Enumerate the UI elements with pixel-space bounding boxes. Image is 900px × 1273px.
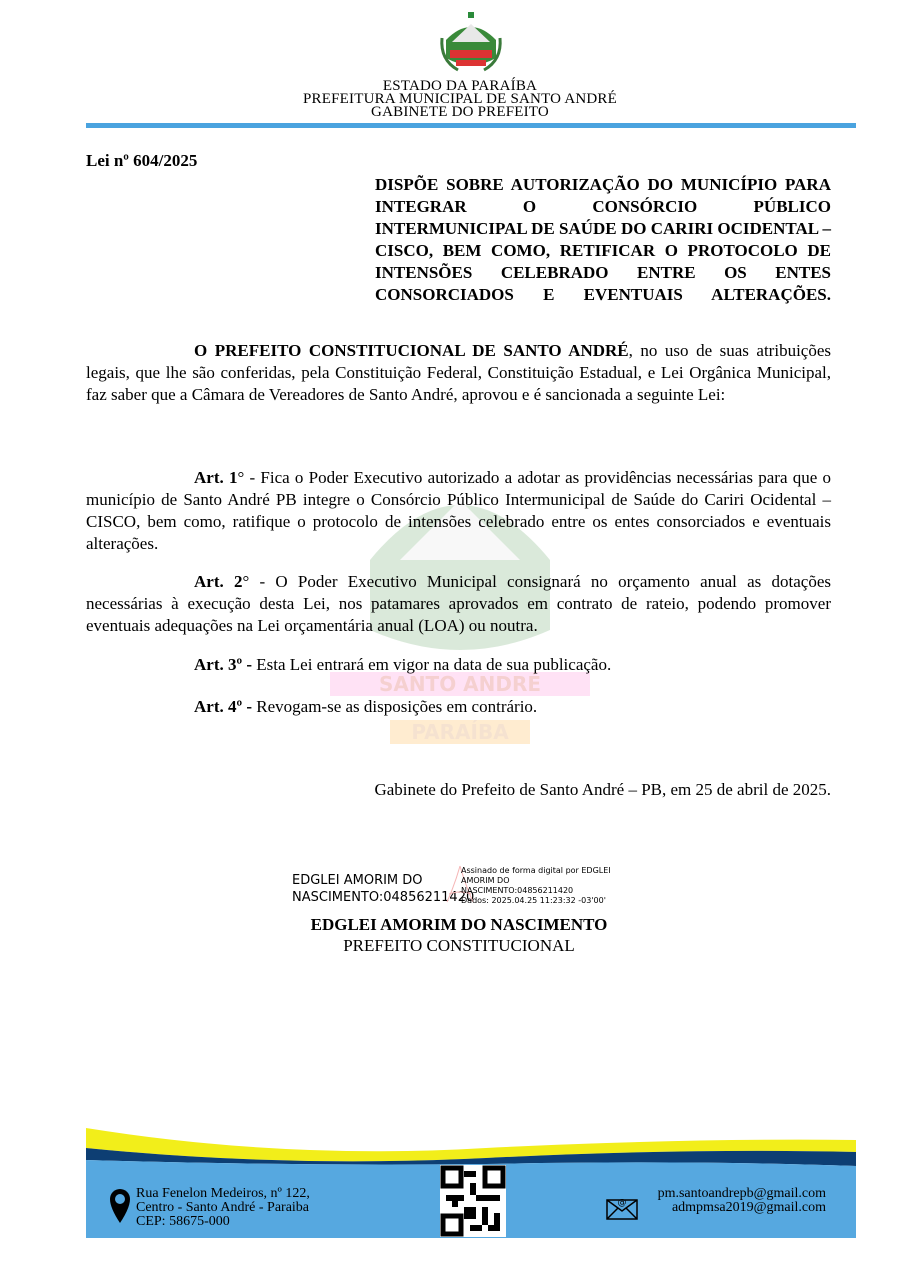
- article-label: Art. 4º -: [194, 697, 253, 716]
- article-label: Art. 2: [194, 572, 243, 591]
- article-text: O Poder Executivo Municipal consignará no orçamento anual as dotações necessárias à execução desta Lei, nos patamares aprovados em contrato de rateio, podendo promover eventuais adequações na Lei orçamentária anual (LOA) ou noutra.: [86, 572, 831, 635]
- preamble-text: , no uso de suas atribuições legais, que lhe são conferidas, pela Constituição Federal, Constituição Estadual, e Lei Orgânica Municipal, faz saber que a Câmara de Vereadores de Santo André, aprovou e é sancionada a seguinte Lei:: [86, 341, 831, 404]
- watermark-text-1: SANTO ANDRÉ: [330, 672, 590, 696]
- address-line: Rua Fenelon Medeiros, nº 122,: [136, 1186, 310, 1201]
- address-line: Centro - Santo André - Paraiba: [136, 1200, 310, 1215]
- email-envelope-icon: [606, 1194, 638, 1220]
- article-3: [86, 654, 831, 676]
- article-suffix: ° -: [242, 572, 276, 591]
- article-text: Revogam-se as disposições em contrário.: [256, 697, 538, 716]
- signatory-title: PREFEITO CONSTITUCIONAL: [343, 936, 575, 955]
- signatory-name: EDGLEI AMORIM DO NASCIMENTO: [310, 915, 608, 934]
- header-divider: [86, 123, 856, 128]
- article-label: Art. 3º -: [194, 655, 253, 674]
- article-suffix: ° -: [237, 468, 261, 487]
- signature-info-line: AMORIM DO: [461, 876, 510, 885]
- article-4: [86, 696, 831, 718]
- article-text: Esta Lei entrará em vigor na data de sua publicação.: [256, 655, 612, 674]
- article-label: Art. 1: [194, 468, 238, 487]
- law-number: Lei nº 604/2025: [86, 151, 198, 170]
- signatory: [0, 914, 900, 956]
- coat-of-arms-logo: [438, 10, 504, 76]
- signature-info-line: Dados: 2025.04.25 11:23:32 -03'00': [461, 896, 606, 905]
- signature-info-line: Assinado de forma digital por EDGLEI: [461, 866, 611, 875]
- location-pin-icon: [108, 1188, 132, 1224]
- article-1: [86, 467, 831, 555]
- qr-code-icon[interactable]: [440, 1165, 506, 1237]
- place-date: Gabinete do Prefeito de Santo André – PB, em 25 de abril de 2025.: [374, 780, 831, 799]
- header-state: ESTADO DA PARAÍBA: [382, 78, 538, 94]
- header-prefecture: PREFEITURA MUNICIPAL DE SANTO ANDRÉ: [303, 91, 617, 107]
- signature-name-line1: EDGLEI AMORIM DO: [292, 873, 423, 888]
- signature-info-line: NASCIMENTO:04856211420: [461, 886, 574, 895]
- address-line: CEP: 58675-000: [136, 1214, 230, 1229]
- letterhead: [0, 80, 900, 119]
- watermark-text-2: PARAÍBA: [390, 720, 530, 744]
- digital-signature-info: [461, 866, 611, 906]
- email-link[interactable]: pm.santoandrepb@gmail.com: [657, 1186, 826, 1201]
- footer-address: [136, 1187, 310, 1229]
- footer: [86, 1120, 856, 1240]
- signature-name-line2: NASCIMENTO:04856211420: [292, 890, 475, 905]
- law-ementa: DISPÕE SOBRE AUTORIZAÇÃO DO MUNICÍPIO PARA INTEGRAR O CONSÓRCIO PÚBLICO INTERMUNICIPAL DE SAÚDE DO CARIRI OCIDENTAL – CISCO, BEM COMO, RETIFICAR O PROTOCOLO DE INTENSÕES CELEBRADO ENTRE OS ENTES CONSORCIADOS E EVENTUAIS ALTERAÇÕES.: [375, 175, 831, 304]
- preamble-bold: O PREFEITO CONSTITUCIONAL DE SANTO ANDRÉ: [194, 341, 629, 360]
- article-text: Fica o Poder Executivo autorizado a adotar as providências necessárias para que o município de Santo André PB integre o Consórcio Público Intermunicipal de Saúde do Cariri Ocidental – CISCO, bem como, ratifique o protocolo de intensões celebrado entre os entes consorciados e eventuais alterações.: [86, 468, 831, 553]
- header-office: GABINETE DO PREFEITO: [371, 104, 549, 120]
- footer-emails: [658, 1187, 826, 1215]
- article-2: [86, 571, 831, 637]
- svg-text:@: @: [617, 1198, 627, 1208]
- preamble: [86, 340, 831, 406]
- email-link[interactable]: admpmsa2019@gmail.com: [671, 1200, 826, 1215]
